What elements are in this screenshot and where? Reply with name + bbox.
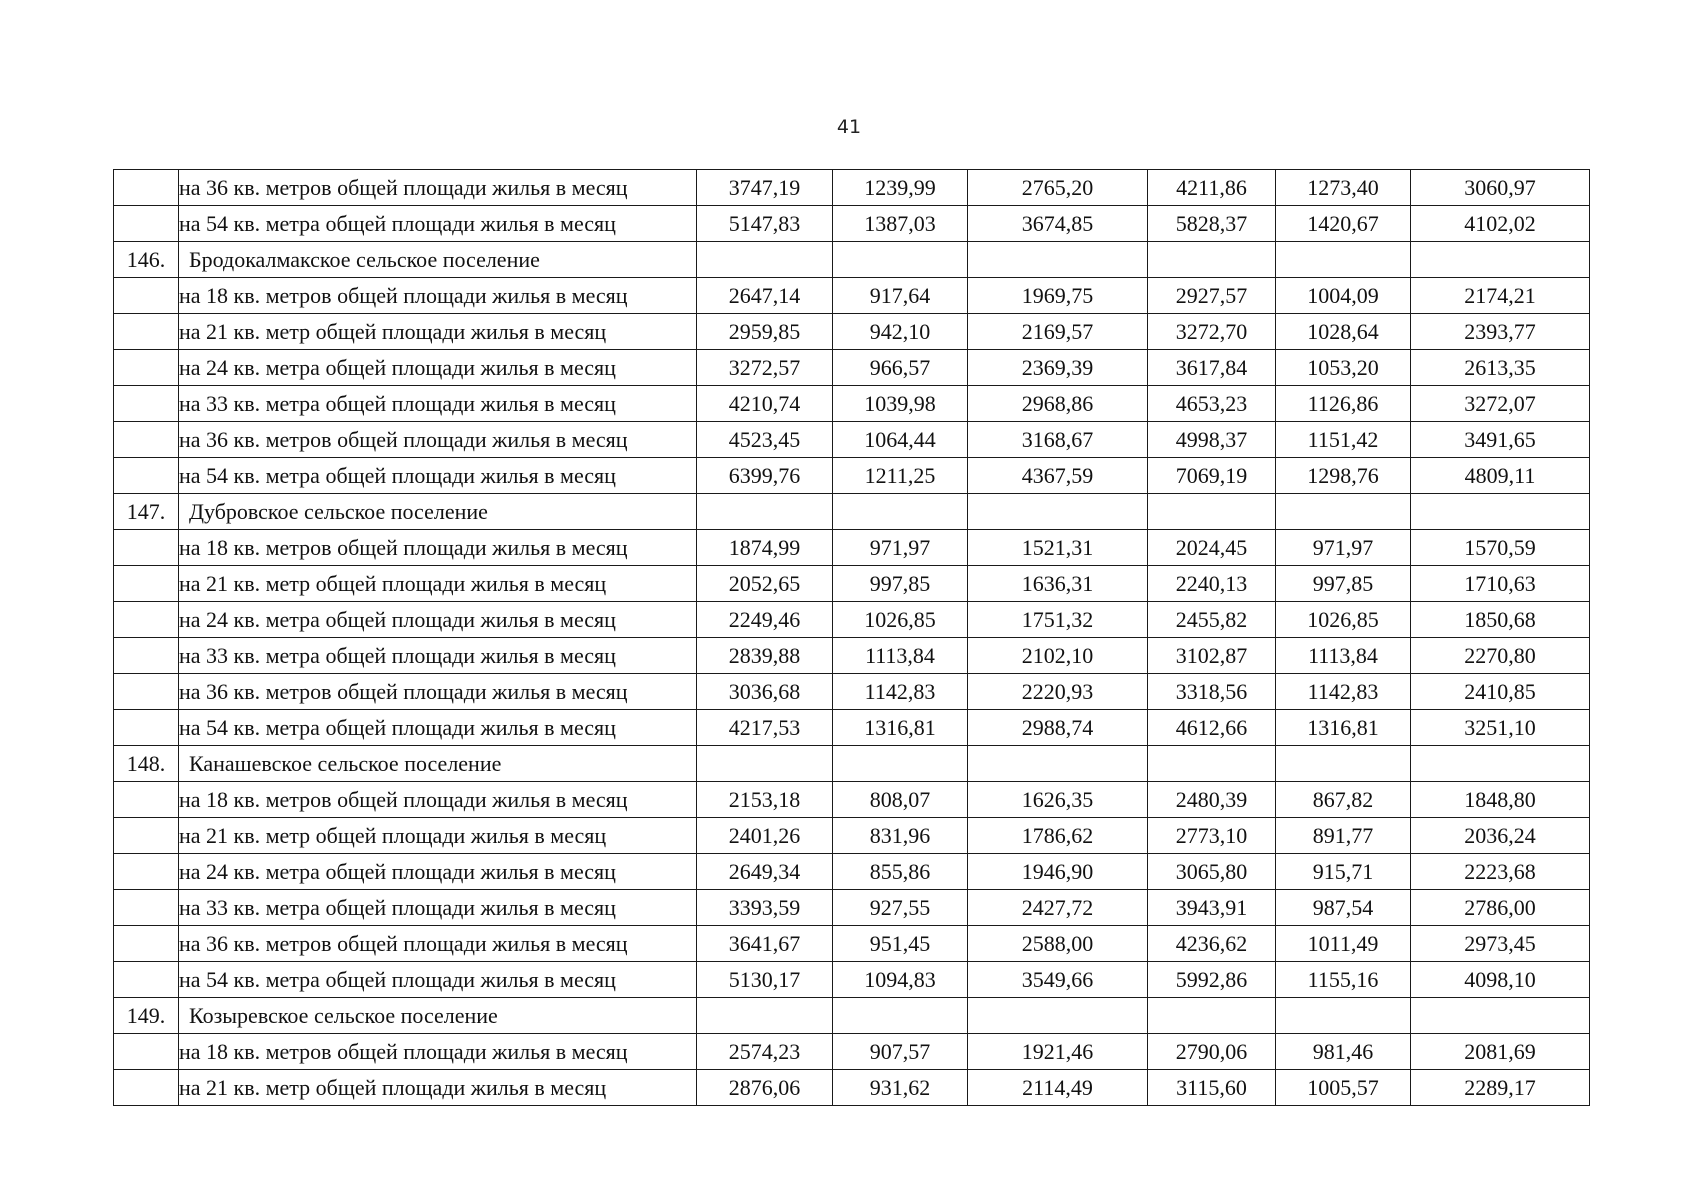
value-cell-col-6: 3251,10 <box>1411 710 1590 746</box>
value-cell-col-5: 1005,57 <box>1276 1070 1411 1106</box>
value-cell-col-1: 4217,53 <box>697 710 833 746</box>
table-row <box>114 602 1590 638</box>
value-cell-col-6: 2223,68 <box>1411 854 1590 890</box>
value-cell-col-1: 2876,06 <box>697 1070 833 1106</box>
norm-description-cell: на 24 кв. метра общей площади жилья в месяц <box>179 350 697 386</box>
table-row <box>114 890 1590 926</box>
value-cell-col-3: 1946,90 <box>968 854 1148 890</box>
value-cell-col-2: 942,10 <box>833 314 968 350</box>
value-cell-col-4: 4653,23 <box>1148 386 1276 422</box>
value-cell-col-6: 1570,59 <box>1411 530 1590 566</box>
row-number-cell <box>114 890 179 926</box>
row-number-cell <box>114 278 179 314</box>
row-number-cell <box>114 206 179 242</box>
table-row <box>114 854 1590 890</box>
table-row <box>114 1070 1590 1106</box>
value-cell-col-4 <box>1148 746 1276 782</box>
row-number-cell <box>114 458 179 494</box>
row-number-cell <box>114 170 179 206</box>
table-row <box>114 386 1590 422</box>
table-row <box>114 422 1590 458</box>
value-cell-col-2: 931,62 <box>833 1070 968 1106</box>
value-cell-col-3 <box>968 242 1148 278</box>
value-cell-col-4: 3065,80 <box>1148 854 1276 890</box>
norm-description-cell: на 36 кв. метров общей площади жилья в месяц <box>179 422 697 458</box>
value-cell-col-4: 2024,45 <box>1148 530 1276 566</box>
value-cell-col-5: 1316,81 <box>1276 710 1411 746</box>
value-cell-col-3: 1921,46 <box>968 1034 1148 1070</box>
value-cell-col-3: 2427,72 <box>968 890 1148 926</box>
value-cell-col-2 <box>833 998 968 1034</box>
value-cell-col-2 <box>833 242 968 278</box>
table-row <box>114 926 1590 962</box>
tariff-table <box>113 169 1590 1106</box>
section-row <box>114 494 1590 530</box>
norm-description-cell: на 36 кв. метров общей площади жилья в месяц <box>179 674 697 710</box>
settlement-name-cell: Дубровское сельское поселение <box>179 494 697 530</box>
table-row <box>114 170 1590 206</box>
table-row <box>114 1034 1590 1070</box>
value-cell-col-2: 808,07 <box>833 782 968 818</box>
value-cell-col-4: 3617,84 <box>1148 350 1276 386</box>
value-cell-col-1 <box>697 494 833 530</box>
row-number-cell <box>114 314 179 350</box>
value-cell-col-4 <box>1148 998 1276 1034</box>
norm-description-cell: на 21 кв. метр общей площади жилья в месяц <box>179 1070 697 1106</box>
value-cell-col-4: 4612,66 <box>1148 710 1276 746</box>
norm-description-cell: на 54 кв. метра общей площади жилья в месяц <box>179 206 697 242</box>
value-cell-col-6: 2786,00 <box>1411 890 1590 926</box>
value-cell-col-3: 2765,20 <box>968 170 1148 206</box>
value-cell-col-4: 2773,10 <box>1148 818 1276 854</box>
value-cell-col-6 <box>1411 746 1590 782</box>
value-cell-col-6: 1850,68 <box>1411 602 1590 638</box>
value-cell-col-1: 4523,45 <box>697 422 833 458</box>
value-cell-col-2: 966,57 <box>833 350 968 386</box>
value-cell-col-5 <box>1276 746 1411 782</box>
value-cell-col-3: 2988,74 <box>968 710 1148 746</box>
value-cell-col-5: 1053,20 <box>1276 350 1411 386</box>
value-cell-col-4: 2480,39 <box>1148 782 1276 818</box>
value-cell-col-3: 3674,85 <box>968 206 1148 242</box>
value-cell-col-6: 4098,10 <box>1411 962 1590 998</box>
value-cell-col-5: 867,82 <box>1276 782 1411 818</box>
row-number-cell <box>114 926 179 962</box>
norm-description-cell: на 24 кв. метра общей площади жилья в месяц <box>179 854 697 890</box>
value-cell-col-3: 1751,32 <box>968 602 1148 638</box>
value-cell-col-4: 4998,37 <box>1148 422 1276 458</box>
row-number-cell: 147. <box>114 494 179 530</box>
norm-description-cell: на 18 кв. метров общей площади жилья в месяц <box>179 1034 697 1070</box>
section-row <box>114 998 1590 1034</box>
norm-description-cell: на 18 кв. метров общей площади жилья в месяц <box>179 782 697 818</box>
norm-description-cell: на 18 кв. метров общей площади жилья в месяц <box>179 278 697 314</box>
value-cell-col-4: 2240,13 <box>1148 566 1276 602</box>
value-cell-col-6 <box>1411 494 1590 530</box>
row-number-cell <box>114 1034 179 1070</box>
value-cell-col-5: 971,97 <box>1276 530 1411 566</box>
norm-description-cell: на 54 кв. метра общей площади жилья в месяц <box>179 962 697 998</box>
table-body <box>114 170 1590 1106</box>
value-cell-col-3: 2169,57 <box>968 314 1148 350</box>
value-cell-col-5: 981,46 <box>1276 1034 1411 1070</box>
norm-description-cell: на 18 кв. метров общей площади жилья в месяц <box>179 530 697 566</box>
value-cell-col-4: 2790,06 <box>1148 1034 1276 1070</box>
value-cell-col-4: 3115,60 <box>1148 1070 1276 1106</box>
section-row <box>114 746 1590 782</box>
value-cell-col-3 <box>968 494 1148 530</box>
value-cell-col-1: 3747,19 <box>697 170 833 206</box>
value-cell-col-2: 1064,44 <box>833 422 968 458</box>
value-cell-col-5: 997,85 <box>1276 566 1411 602</box>
value-cell-col-6: 1848,80 <box>1411 782 1590 818</box>
table-row <box>114 818 1590 854</box>
value-cell-col-2: 1113,84 <box>833 638 968 674</box>
value-cell-col-5: 891,77 <box>1276 818 1411 854</box>
value-cell-col-5: 1126,86 <box>1276 386 1411 422</box>
value-cell-col-5: 915,71 <box>1276 854 1411 890</box>
norm-description-cell: на 54 кв. метра общей площади жилья в месяц <box>179 710 697 746</box>
value-cell-col-3: 3549,66 <box>968 962 1148 998</box>
settlement-name-cell: Бродокалмакское сельское поселение <box>179 242 697 278</box>
value-cell-col-5: 1028,64 <box>1276 314 1411 350</box>
value-cell-col-2: 1211,25 <box>833 458 968 494</box>
value-cell-col-6: 2174,21 <box>1411 278 1590 314</box>
value-cell-col-1: 3272,57 <box>697 350 833 386</box>
value-cell-col-5: 1273,40 <box>1276 170 1411 206</box>
value-cell-col-6 <box>1411 242 1590 278</box>
value-cell-col-5: 1298,76 <box>1276 458 1411 494</box>
row-number-cell <box>114 530 179 566</box>
value-cell-col-2: 1316,81 <box>833 710 968 746</box>
value-cell-col-5: 1151,42 <box>1276 422 1411 458</box>
row-number-cell: 149. <box>114 998 179 1034</box>
value-cell-col-3: 2220,93 <box>968 674 1148 710</box>
value-cell-col-5: 1155,16 <box>1276 962 1411 998</box>
value-cell-col-5: 1004,09 <box>1276 278 1411 314</box>
value-cell-col-4: 5992,86 <box>1148 962 1276 998</box>
value-cell-col-1 <box>697 998 833 1034</box>
value-cell-col-3 <box>968 746 1148 782</box>
row-number-cell <box>114 386 179 422</box>
value-cell-col-1: 2647,14 <box>697 278 833 314</box>
value-cell-col-4: 4211,86 <box>1148 170 1276 206</box>
value-cell-col-6: 2270,80 <box>1411 638 1590 674</box>
value-cell-col-3: 2114,49 <box>968 1070 1148 1106</box>
row-number-cell <box>114 782 179 818</box>
norm-description-cell: на 54 кв. метра общей площади жилья в месяц <box>179 458 697 494</box>
table-row <box>114 710 1590 746</box>
row-number-cell: 146. <box>114 242 179 278</box>
section-row <box>114 242 1590 278</box>
norm-description-cell: на 36 кв. метров общей площади жилья в месяц <box>179 170 697 206</box>
value-cell-col-2: 831,96 <box>833 818 968 854</box>
value-cell-col-2: 997,85 <box>833 566 968 602</box>
norm-description-cell: на 33 кв. метра общей площади жилья в месяц <box>179 638 697 674</box>
value-cell-col-4 <box>1148 242 1276 278</box>
value-cell-col-6: 2081,69 <box>1411 1034 1590 1070</box>
value-cell-col-3: 3168,67 <box>968 422 1148 458</box>
value-cell-col-4: 2455,82 <box>1148 602 1276 638</box>
norm-description-cell: на 36 кв. метров общей площади жилья в месяц <box>179 926 697 962</box>
value-cell-col-1: 5130,17 <box>697 962 833 998</box>
value-cell-col-5: 1142,83 <box>1276 674 1411 710</box>
value-cell-col-6: 2973,45 <box>1411 926 1590 962</box>
value-cell-col-4: 5828,37 <box>1148 206 1276 242</box>
value-cell-col-6: 3060,97 <box>1411 170 1590 206</box>
value-cell-col-3: 1636,31 <box>968 566 1148 602</box>
value-cell-col-2: 1142,83 <box>833 674 968 710</box>
value-cell-col-1: 2959,85 <box>697 314 833 350</box>
table-row <box>114 566 1590 602</box>
value-cell-col-6: 2613,35 <box>1411 350 1590 386</box>
value-cell-col-5: 1420,67 <box>1276 206 1411 242</box>
row-number-cell <box>114 350 179 386</box>
value-cell-col-5: 1026,85 <box>1276 602 1411 638</box>
value-cell-col-6: 2289,17 <box>1411 1070 1590 1106</box>
value-cell-col-2 <box>833 494 968 530</box>
norm-description-cell: на 24 кв. метра общей площади жилья в месяц <box>179 602 697 638</box>
value-cell-col-6: 3491,65 <box>1411 422 1590 458</box>
value-cell-col-2: 907,57 <box>833 1034 968 1070</box>
value-cell-col-2: 1387,03 <box>833 206 968 242</box>
value-cell-col-1: 3641,67 <box>697 926 833 962</box>
value-cell-col-3: 1969,75 <box>968 278 1148 314</box>
row-number-cell <box>114 602 179 638</box>
value-cell-col-1: 2249,46 <box>697 602 833 638</box>
row-number-cell <box>114 854 179 890</box>
value-cell-col-1 <box>697 242 833 278</box>
settlement-name-cell: Козыревское сельское поселение <box>179 998 697 1034</box>
value-cell-col-6: 4809,11 <box>1411 458 1590 494</box>
value-cell-col-6: 3272,07 <box>1411 386 1590 422</box>
table-row <box>114 674 1590 710</box>
value-cell-col-2: 1094,83 <box>833 962 968 998</box>
value-cell-col-4: 3943,91 <box>1148 890 1276 926</box>
norm-description-cell: на 21 кв. метр общей площади жилья в месяц <box>179 818 697 854</box>
value-cell-col-5 <box>1276 998 1411 1034</box>
row-number-cell <box>114 422 179 458</box>
row-number-cell <box>114 818 179 854</box>
value-cell-col-5: 1113,84 <box>1276 638 1411 674</box>
value-cell-col-6 <box>1411 998 1590 1034</box>
value-cell-col-3: 2102,10 <box>968 638 1148 674</box>
row-number-cell <box>114 674 179 710</box>
value-cell-col-6: 2410,85 <box>1411 674 1590 710</box>
value-cell-col-2: 927,55 <box>833 890 968 926</box>
value-cell-col-2: 1026,85 <box>833 602 968 638</box>
value-cell-col-4: 4236,62 <box>1148 926 1276 962</box>
value-cell-col-3 <box>968 998 1148 1034</box>
value-cell-col-3: 1521,31 <box>968 530 1148 566</box>
table-row <box>114 278 1590 314</box>
value-cell-col-2: 971,97 <box>833 530 968 566</box>
value-cell-col-4 <box>1148 494 1276 530</box>
table-row <box>114 206 1590 242</box>
value-cell-col-1: 2052,65 <box>697 566 833 602</box>
value-cell-col-5 <box>1276 494 1411 530</box>
value-cell-col-4: 3102,87 <box>1148 638 1276 674</box>
norm-description-cell: на 33 кв. метра общей площади жилья в месяц <box>179 890 697 926</box>
value-cell-col-4: 3318,56 <box>1148 674 1276 710</box>
table-row <box>114 638 1590 674</box>
row-number-cell <box>114 566 179 602</box>
norm-description-cell: на 21 кв. метр общей площади жилья в месяц <box>179 314 697 350</box>
norm-description-cell: на 33 кв. метра общей площади жилья в месяц <box>179 386 697 422</box>
value-cell-col-2: 951,45 <box>833 926 968 962</box>
value-cell-col-2 <box>833 746 968 782</box>
value-cell-col-1: 2839,88 <box>697 638 833 674</box>
value-cell-col-1 <box>697 746 833 782</box>
value-cell-col-1: 3036,68 <box>697 674 833 710</box>
value-cell-col-3: 2588,00 <box>968 926 1148 962</box>
row-number-cell <box>114 710 179 746</box>
norm-description-cell: на 21 кв. метр общей площади жилья в месяц <box>179 566 697 602</box>
value-cell-col-1: 2401,26 <box>697 818 833 854</box>
value-cell-col-5: 987,54 <box>1276 890 1411 926</box>
value-cell-col-1: 3393,59 <box>697 890 833 926</box>
value-cell-col-2: 855,86 <box>833 854 968 890</box>
value-cell-col-4: 2927,57 <box>1148 278 1276 314</box>
value-cell-col-1: 2153,18 <box>697 782 833 818</box>
value-cell-col-1: 2649,34 <box>697 854 833 890</box>
value-cell-col-4: 3272,70 <box>1148 314 1276 350</box>
value-cell-col-2: 1039,98 <box>833 386 968 422</box>
settlement-name-cell: Канашевское сельское поселение <box>179 746 697 782</box>
value-cell-col-6: 1710,63 <box>1411 566 1590 602</box>
value-cell-col-6: 2393,77 <box>1411 314 1590 350</box>
row-number-cell <box>114 1070 179 1106</box>
value-cell-col-1: 4210,74 <box>697 386 833 422</box>
row-number-cell <box>114 962 179 998</box>
table-row <box>114 782 1590 818</box>
value-cell-col-5: 1011,49 <box>1276 926 1411 962</box>
value-cell-col-1: 6399,76 <box>697 458 833 494</box>
value-cell-col-3: 4367,59 <box>968 458 1148 494</box>
value-cell-col-4: 7069,19 <box>1148 458 1276 494</box>
value-cell-col-5 <box>1276 242 1411 278</box>
row-number-cell <box>114 638 179 674</box>
value-cell-col-3: 1626,35 <box>968 782 1148 818</box>
table-row <box>114 350 1590 386</box>
page-number: 41 <box>836 116 862 138</box>
value-cell-col-3: 2369,39 <box>968 350 1148 386</box>
value-cell-col-2: 1239,99 <box>833 170 968 206</box>
value-cell-col-6: 4102,02 <box>1411 206 1590 242</box>
row-number-cell: 148. <box>114 746 179 782</box>
table-row <box>114 530 1590 566</box>
value-cell-col-3: 1786,62 <box>968 818 1148 854</box>
value-cell-col-3: 2968,86 <box>968 386 1148 422</box>
value-cell-col-6: 2036,24 <box>1411 818 1590 854</box>
value-cell-col-1: 5147,83 <box>697 206 833 242</box>
table-row <box>114 458 1590 494</box>
value-cell-col-1: 1874,99 <box>697 530 833 566</box>
table-row <box>114 962 1590 998</box>
value-cell-col-1: 2574,23 <box>697 1034 833 1070</box>
value-cell-col-2: 917,64 <box>833 278 968 314</box>
table-row <box>114 314 1590 350</box>
